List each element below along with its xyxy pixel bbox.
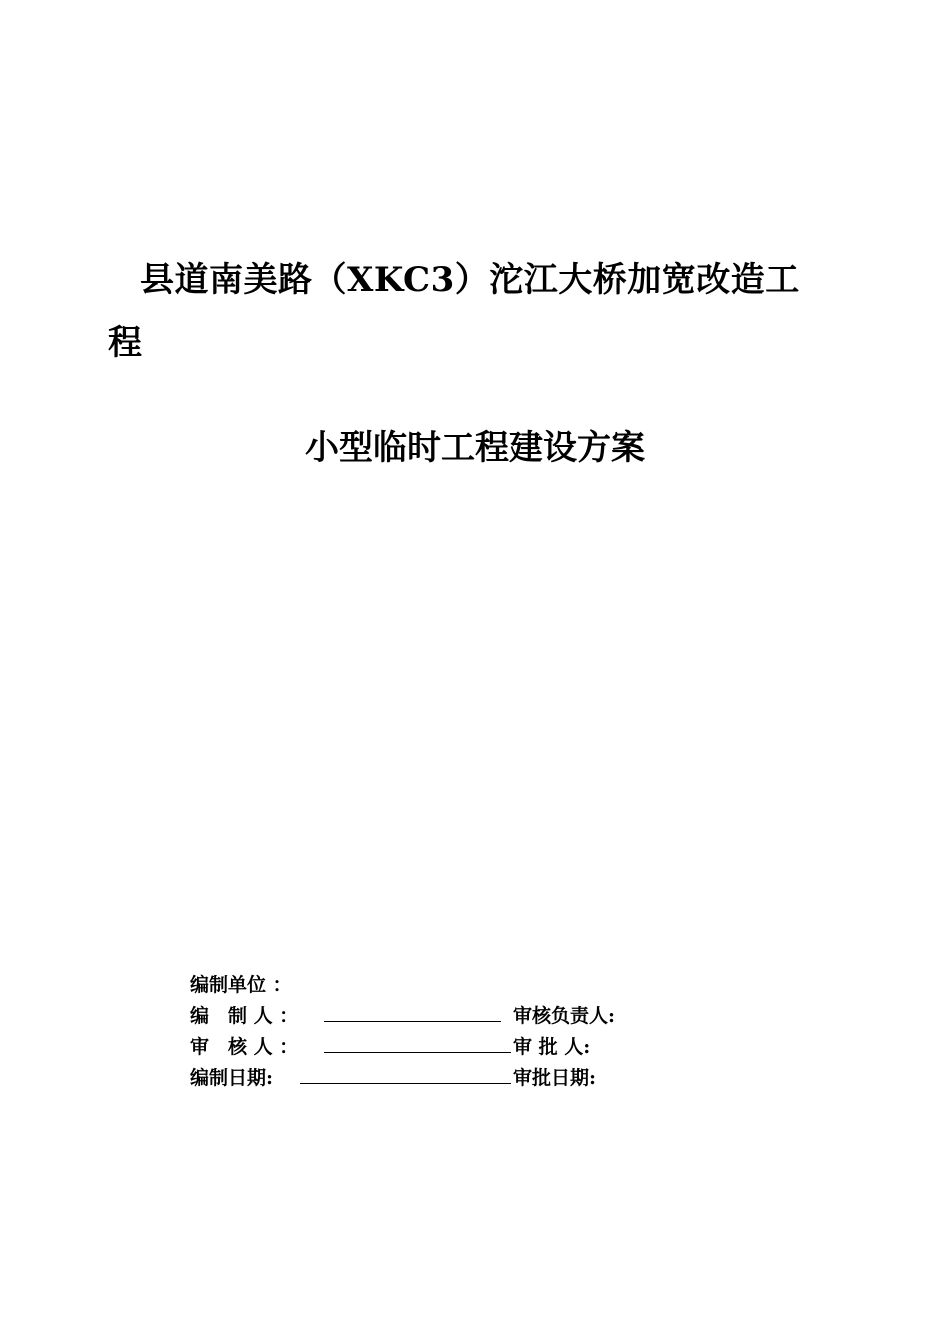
document-subtitle: 小型临时工程建设方案 [305,428,645,468]
unit-label: 编制单位 ： [190,974,292,996]
compiler-blank-line [324,1001,501,1022]
review-lead-label: 审核负责人: [513,1005,616,1027]
compile-date-label: 编制日期: [190,1067,274,1089]
title-line-1: 县道南美路（XKC3）沱江大桥加宽改造工 [140,260,800,300]
compile-date-blank-line [300,1063,511,1084]
reviewer-blank-line [324,1032,511,1053]
approve-date-label: 审批日期: [513,1067,597,1089]
reviewer-label: 审 核 人 ： [190,1036,299,1058]
title-line-2: 程 [108,323,142,363]
compiler-label: 编 制 人 ： [190,1005,299,1027]
approver-label: 审 批 人: [513,1036,591,1058]
